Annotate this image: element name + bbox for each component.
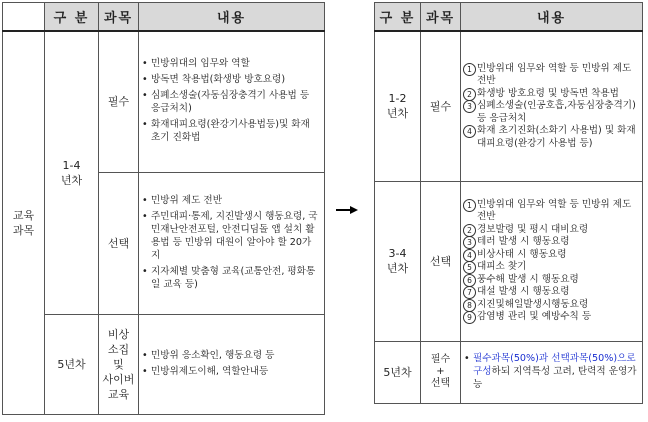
list-item: • 주민대피·통제, 지진발생시 행동요령, 국민재난안전포털, 안전디딤돌 앱 설치 활용법 등 민방위 대원이 알아야 할 20가지 [151,210,320,262]
year-5-label: 5년차 [45,314,99,414]
header-category: 구 분 [375,3,421,32]
list-item: 3 심폐소생술(인공호흡,자동심장충격기)등 응급처치 [477,100,639,125]
header-content: 내용 [461,3,643,32]
list-item: 2 경보발령 및 평시 대비요령 [477,224,639,237]
list-item: 4 비상사태 시 행동요령 [477,249,639,262]
special-contents [139,314,325,414]
education-subjects-label: 교육 과목 [3,31,45,414]
special-training-label: 비상 소집 및 사이버 교육 [99,314,139,414]
years-1-2-contents [461,31,643,181]
elective-label: 선택 [99,172,139,314]
list-item: • 화재대피요령(완강기사용법등)및 화재 초기 진화법 [151,118,320,144]
required-label: 필수 [421,31,461,181]
years-1-4-label: 1-4 년차 [45,31,99,314]
before-curriculum-table [2,2,325,415]
list-item: 8 지진및해일발생시행동요령 [477,299,639,312]
list-item: • 심폐소생술(자동심장충격기 사용법 등 응급처치) [151,89,320,115]
list-item: • 민방위대의 임무와 역할 [151,57,320,70]
list-item: 3 테러 발생 시 행동요령 [477,236,639,249]
years-3-4-contents [461,181,643,341]
year-5-contents [461,341,643,403]
list-item: 6 풍수해 발생 시 행동요령 [477,274,639,287]
blank-header-cell [3,3,45,32]
list-item: 4 화재 초기진화(소화기 사용법) 및 화재 대피요령(완강기 사용법 등) [477,125,639,150]
list-item: • 민방위 제도 전반 [151,194,320,207]
list-item: 7 대설 발생 시 행동요령 [477,286,639,299]
right-arrow-icon [336,206,358,214]
list-item: • 방독면 착용법(화생방 방호요령) [151,73,320,86]
year-5-label: 5년차 [375,341,421,403]
list-item: 1 민방위대 임무와 역할 등 민방위 제도 전반 [477,63,639,88]
header-category: 구 분 [45,3,99,32]
required-elective-label: 필수 + 선택 [421,341,461,403]
list-item [473,352,638,391]
required-contents [139,31,325,172]
elective-contents [139,172,325,314]
required-label: 필수 [99,31,139,172]
after-curriculum-table [374,2,643,404]
list-item: • 민방위 응소확인, 행동요령 등 [151,349,320,362]
years-1-2-label: 1-2 년차 [375,31,421,181]
years-3-4-label: 3-4 년차 [375,181,421,341]
list-item: • 지자체별 맞춤형 교육(교통안전, 평화통일 교육 등) [151,265,320,291]
elective-label: 선택 [421,181,461,341]
list-item: • 민방위제도이해, 역할안내등 [151,365,320,378]
highlighted-text: 필수과목(50%)과 선택과목(50%)으로 구성 [473,352,636,377]
list-item: 5 대피소 찾기 [477,261,639,274]
list-item-rest: 하되 지역특성 고려, 탄력적 운영가능 [473,365,637,390]
header-subject: 과목 [421,3,461,32]
list-item: 1 민방위대 임무와 역할 등 민방위 제도 전반 [477,199,639,224]
list-item: 9 감염병 관리 및 예방수칙 등 [477,311,639,324]
header-content: 내용 [139,3,325,32]
header-subject: 과목 [99,3,139,32]
list-item: 2 화생방 방호요령 및 방독면 착용법 [477,88,639,101]
